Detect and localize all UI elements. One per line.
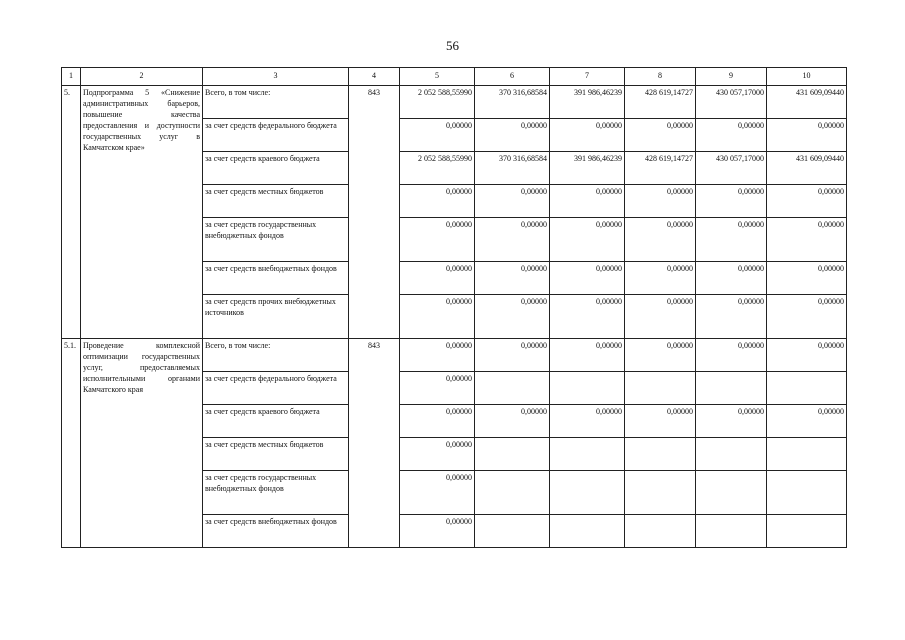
- header-cell: 3: [203, 68, 349, 86]
- amount-cell: 0,00000: [625, 262, 696, 295]
- funding-source-label: за счет средств краевого бюджета: [203, 152, 349, 185]
- amount-cell: 0,00000: [400, 471, 475, 515]
- amount-cell: [696, 438, 767, 471]
- amount-cell: [550, 372, 625, 405]
- budget-table: [61, 67, 847, 548]
- amount-cell: [696, 471, 767, 515]
- header-cell: 5: [400, 68, 475, 86]
- amount-cell: 0,00000: [696, 119, 767, 152]
- amount-cell: 0,00000: [550, 218, 625, 262]
- amount-cell: 0,00000: [400, 438, 475, 471]
- amount-cell: 0,00000: [550, 262, 625, 295]
- amount-cell: 0,00000: [400, 262, 475, 295]
- amount-cell: 0,00000: [767, 295, 847, 339]
- amount-cell: 0,00000: [625, 339, 696, 372]
- amount-cell: 0,00000: [400, 185, 475, 218]
- amount-cell: [696, 515, 767, 548]
- page-number: 56: [446, 38, 459, 53]
- amount-cell: [475, 438, 550, 471]
- funding-source-label: Всего, в том числе:: [203, 339, 349, 372]
- amount-cell: [475, 471, 550, 515]
- amount-cell: 0,00000: [696, 218, 767, 262]
- header-cell: 6: [475, 68, 550, 86]
- amount-cell: 431 609,09440: [767, 86, 847, 119]
- amount-cell: [625, 515, 696, 548]
- amount-cell: 0,00000: [400, 119, 475, 152]
- amount-cell: 0,00000: [625, 119, 696, 152]
- funding-source-label: за счет средств прочих внебюджетных источников: [203, 295, 349, 339]
- amount-cell: 0,00000: [767, 405, 847, 438]
- amount-cell: [550, 438, 625, 471]
- amount-cell: 430 057,17000: [696, 86, 767, 119]
- header-cell: 1: [62, 68, 81, 86]
- amount-cell: 0,00000: [767, 262, 847, 295]
- amount-cell: 391 986,46239: [550, 152, 625, 185]
- amount-cell: 0,00000: [475, 218, 550, 262]
- funding-source-label: за счет средств внебюджетных фондов: [203, 515, 349, 548]
- amount-cell: [625, 471, 696, 515]
- amount-cell: 0,00000: [550, 185, 625, 218]
- amount-cell: 0,00000: [400, 405, 475, 438]
- header-cell: 8: [625, 68, 696, 86]
- amount-cell: 0,00000: [400, 339, 475, 372]
- amount-cell: 0,00000: [696, 295, 767, 339]
- amount-cell: [696, 372, 767, 405]
- amount-cell: 0,00000: [767, 119, 847, 152]
- amount-cell: 0,00000: [550, 339, 625, 372]
- table-row: [62, 86, 847, 119]
- funding-source-label: за счет средств федерального бюджета: [203, 119, 349, 152]
- amount-cell: 0,00000: [625, 185, 696, 218]
- amount-cell: 0,00000: [696, 185, 767, 218]
- amount-cell: 0,00000: [400, 515, 475, 548]
- amount-cell: 0,00000: [550, 119, 625, 152]
- amount-cell: 0,00000: [767, 339, 847, 372]
- amount-cell: 0,00000: [400, 218, 475, 262]
- header-cell: 9: [696, 68, 767, 86]
- amount-cell: 428 619,14727: [625, 152, 696, 185]
- amount-cell: [475, 372, 550, 405]
- amount-cell: 0,00000: [475, 295, 550, 339]
- amount-cell: 370 316,68584: [475, 86, 550, 119]
- amount-cell: 0,00000: [400, 372, 475, 405]
- amount-cell: 0,00000: [767, 218, 847, 262]
- amount-cell: 430 057,17000: [696, 152, 767, 185]
- header-row: [62, 68, 847, 86]
- funding-source-label: за счет средств внебюджетных фондов: [203, 262, 349, 295]
- header-cell: 4: [349, 68, 400, 86]
- amount-cell: 0,00000: [475, 262, 550, 295]
- funding-source-label: Всего, в том числе:: [203, 86, 349, 119]
- amount-cell: 0,00000: [550, 405, 625, 438]
- responsible-code: 843: [349, 339, 400, 548]
- amount-cell: 0,00000: [475, 185, 550, 218]
- amount-cell: [625, 438, 696, 471]
- amount-cell: 0,00000: [696, 405, 767, 438]
- item-name: Подпрограмма 5 «Снижение административных барьеров, повышение качества предоставления и доступности государственных услуг в Камчатском крае»: [81, 86, 203, 339]
- header-cell: 10: [767, 68, 847, 86]
- amount-cell: 2 052 588,55990: [400, 86, 475, 119]
- amount-cell: 0,00000: [625, 405, 696, 438]
- amount-cell: [550, 515, 625, 548]
- amount-cell: 0,00000: [625, 295, 696, 339]
- responsible-code: 843: [349, 86, 400, 339]
- funding-source-label: за счет средств местных бюджетов: [203, 438, 349, 471]
- amount-cell: [767, 515, 847, 548]
- amount-cell: [625, 372, 696, 405]
- amount-cell: 2 052 588,55990: [400, 152, 475, 185]
- amount-cell: 370 316,68584: [475, 152, 550, 185]
- amount-cell: 0,00000: [550, 295, 625, 339]
- amount-cell: 0,00000: [475, 119, 550, 152]
- amount-cell: [767, 438, 847, 471]
- amount-cell: 0,00000: [767, 185, 847, 218]
- item-number: 5.: [62, 86, 81, 339]
- amount-cell: 431 609,09440: [767, 152, 847, 185]
- amount-cell: 0,00000: [696, 262, 767, 295]
- amount-cell: 428 619,14727: [625, 86, 696, 119]
- amount-cell: 0,00000: [625, 218, 696, 262]
- amount-cell: [767, 372, 847, 405]
- header-cell: 7: [550, 68, 625, 86]
- funding-source-label: за счет средств федерального бюджета: [203, 372, 349, 405]
- funding-source-label: за счет средств государственных внебюджетных фондов: [203, 218, 349, 262]
- funding-source-label: за счет средств краевого бюджета: [203, 405, 349, 438]
- amount-cell: 0,00000: [475, 405, 550, 438]
- funding-source-label: за счет средств местных бюджетов: [203, 185, 349, 218]
- funding-source-label: за счет средств государственных внебюджетных фондов: [203, 471, 349, 515]
- item-number: 5.1.: [62, 339, 81, 548]
- amount-cell: [767, 471, 847, 515]
- amount-cell: 0,00000: [400, 295, 475, 339]
- table-row: [62, 339, 847, 372]
- header-cell: 2: [81, 68, 203, 86]
- amount-cell: 0,00000: [475, 339, 550, 372]
- amount-cell: 0,00000: [696, 339, 767, 372]
- amount-cell: 391 986,46239: [550, 86, 625, 119]
- amount-cell: [475, 515, 550, 548]
- amount-cell: [550, 471, 625, 515]
- item-name: Проведение комплексной оптимизации государственных услуг, предоставляемых исполнительными органами Камчатского края: [81, 339, 203, 548]
